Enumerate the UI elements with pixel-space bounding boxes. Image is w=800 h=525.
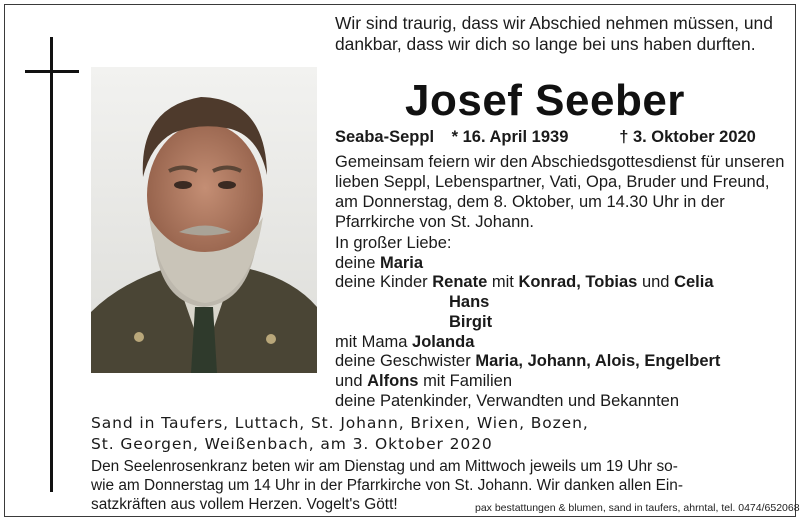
nickname: Seaba-Seppl	[335, 128, 435, 146]
mourner-child: Birgit	[449, 312, 493, 331]
birth-date: * 16. April 1939	[451, 128, 569, 146]
portrait-photo	[91, 67, 317, 373]
cross-icon	[50, 37, 53, 492]
love-heading: In großer Liebe:	[335, 234, 452, 252]
places-and-date: Sand in Taufers, Luttach, St. Johann, Brixen, Wien, Bozen, St. Georgen, Weißenbach, am 3. Oktober 2020	[91, 414, 589, 453]
mourner-others: deine Patenkinder, Verwandten und Bekannten	[335, 391, 680, 410]
funeral-home-credit: pax bestattungen & blumen, sand in taufers, ahrntal, tel. 0474/652068	[475, 502, 800, 514]
mourner-siblings: deine Geschwister Maria, Johann, Alois, Engelbert	[335, 352, 721, 371]
life-dates	[335, 128, 795, 147]
mourners-list	[335, 234, 795, 411]
mourner-mama: mit Mama Jolanda	[335, 332, 475, 351]
rosary-announcement: Den Seelenrosenkranz beten wir am Dienstag und am Mittwoch jeweils um 19 Uhr so- wie am Donnerstag um 14 Uhr in der Pfarrkirche von St. Johann. Wir danken allen Ein- satzkräften aus vollem Herzen. Vogelt's Gött!	[91, 458, 683, 513]
cross-icon-bar	[25, 70, 79, 73]
deceased-name: Josef Seeber	[405, 76, 685, 125]
mourner-partner: deine Maria	[335, 253, 424, 272]
service-announcement: Gemeinsam feiern wir den Abschiedsgottesdienst für unseren lieben Seppl, Lebenspartner, Vati, Opa, Bruder und Freund, am Donnerstag, dem 8. Oktober, um 14.30 Uhr in der Pfarrkirche von St. Johann.	[335, 153, 785, 231]
death-date: † 3. Oktober 2020	[619, 128, 756, 146]
mourner-child: Hans	[449, 293, 490, 312]
mourner-children: deine Kinder Renate mit Konrad, Tobias und Celia	[335, 273, 714, 292]
obituary-card	[4, 4, 800, 517]
mourner-siblings-cont: und Alfons mit Familien	[335, 371, 512, 390]
intro-text: Wir sind traurig, dass wir Abschied nehmen müssen, und dankbar, dass wir dich so lange bei uns haben durften.	[335, 13, 773, 54]
